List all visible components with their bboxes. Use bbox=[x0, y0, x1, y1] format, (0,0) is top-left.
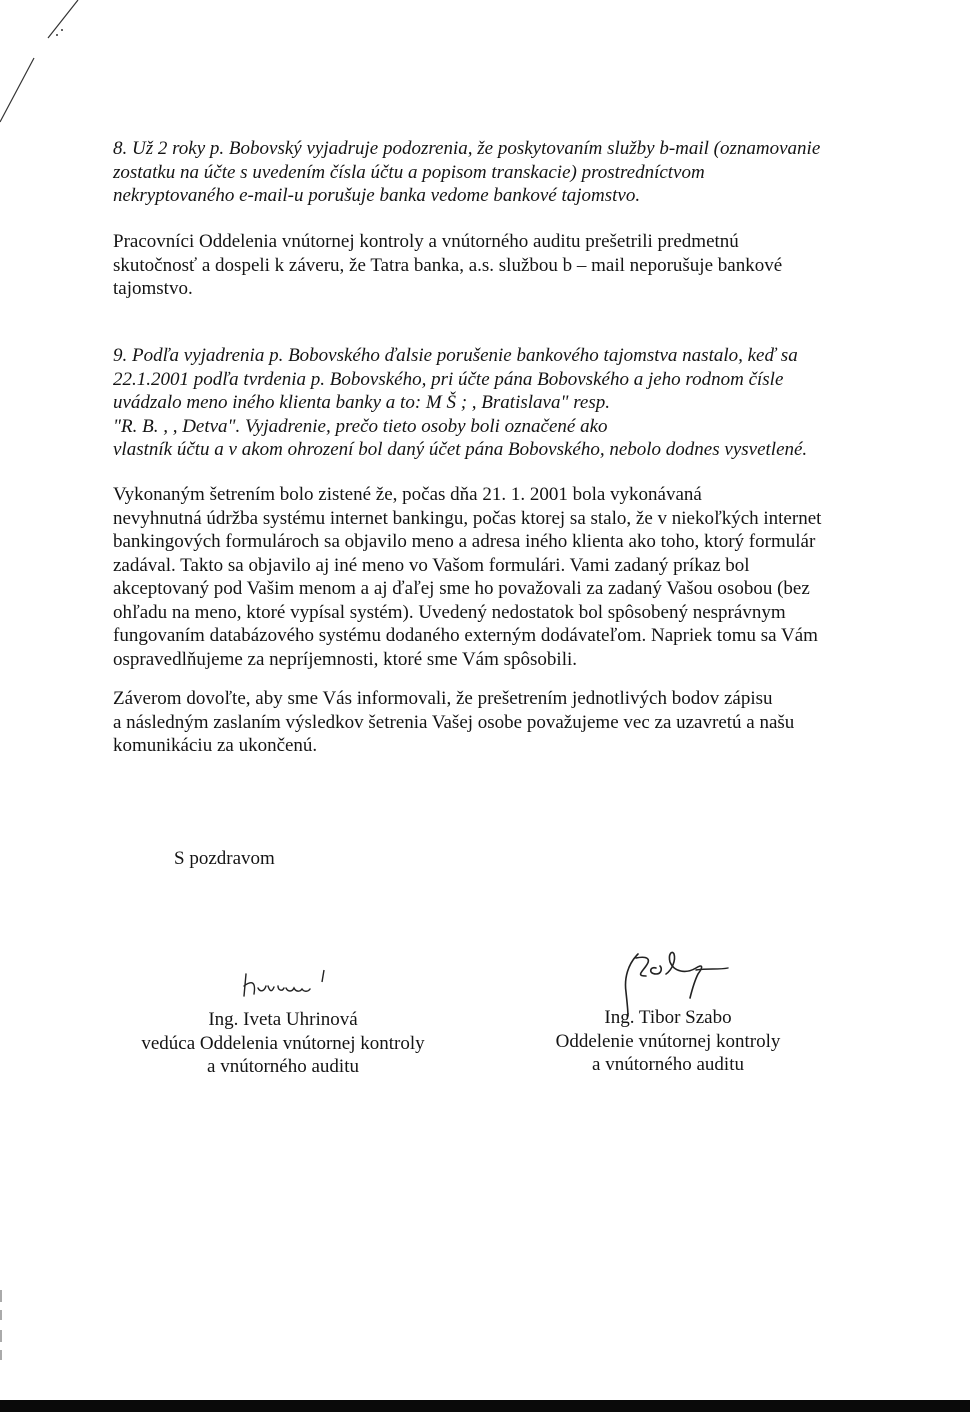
scan-bottom-border bbox=[0, 1400, 970, 1412]
signatory-left-role: vedúca Oddelenia vnútornej kontroly bbox=[141, 1032, 425, 1054]
closing-paragraph: Záverom dovoľte, aby sme Vás informovali, že prešetrením jednotlivých bodov zápisu a následným zaslaním výsledkov šetrenia Vašej osobe považujeme vec za uzavretú a našu komunikáciu za ukončenú. bbox=[113, 688, 795, 756]
point-8-answer: Pracovníci Oddelenia vnútornej kontroly a vnútorného auditu prešetrili predmetnú skutočnosť a dospeli k záveru, že Tatra banka, a.s. službou b – mail neporušuje bankové tajomstvo. bbox=[113, 231, 783, 299]
handwritten-signature-uhrinova bbox=[238, 962, 338, 1012]
greeting: S pozdravom bbox=[174, 848, 275, 869]
signatory-right-role-cont: a vnútorného auditu bbox=[592, 1054, 744, 1075]
signatory-right bbox=[538, 1006, 798, 1077]
signatory-left bbox=[118, 1008, 448, 1079]
signatory-left-role-cont: a vnútorného auditu bbox=[207, 1056, 359, 1077]
point-9-answer: Vykonaným šetrením bolo zistené že, počas dňa 21. 1. 2001 bola vykonávaná nevyhnutná údržba systému internet bankingu, počas ktorej sa stalo, že v niekoľkých internet bankingových formulároch sa objavilo meno a adresa iného klienta ako toho, ktorý formulár zadával. Takto sa objavilo aj iné meno vo Vašom formulári. Vami zadaný príkaz bol akceptovaný pod Vašim menom a aj ďaľej sme ho považovali za zadaný Vašou osobou (bez ohľadu na meno, ktoré vypísal systém). Uvedený nedostatok bol spôsobený nesprávnym fungovaním databázového systému dodaného externým dodávateľom. Napriek tomu sa Vám ospravedlňujeme za nepríjemnosti, ktoré sme Vám spôsobili. bbox=[113, 484, 822, 670]
scan-corner-mark bbox=[0, 0, 80, 130]
signatory-right-role: Oddelenie vnútornej kontroly bbox=[555, 1030, 781, 1052]
signatory-left-name: Ing. Iveta Uhrinová bbox=[208, 1009, 358, 1030]
point-8-question: 8. Už 2 roky p. Bobovský vyjadruje podozrenia, že poskytovaním služby b-mail (oznamovanie zostatku na účte s uvedením čísla účtu a popisom transkacie) prostredníctvom nekryptovaného e-mail-u porušuje banka vedome bankové tajomstvo. bbox=[113, 138, 821, 206]
signatory-right-name: Ing. Tibor Szabo bbox=[604, 1007, 732, 1028]
scan-edge-mark bbox=[0, 1290, 4, 1360]
point-9-question: 9. Podľa vyjadrenia p. Bobovského ďalsie porušenie bankového tajomstva nastalo, keď sa 22.1.2001 podľa tvrdenia p. Bobovského, pri účte pána Bobovského a jeho rodnom čísle uvádzalo meno iného klienta banky a to: M Š ; , Bratislava" resp. "R. B. , , Detva". Vyjadrenie, prečo tieto osoby boli označené ako vlastník účtu a v akom ohrození bol daný účet pána Bobovského, nebolo dodnes vysvetlené. bbox=[113, 345, 808, 460]
